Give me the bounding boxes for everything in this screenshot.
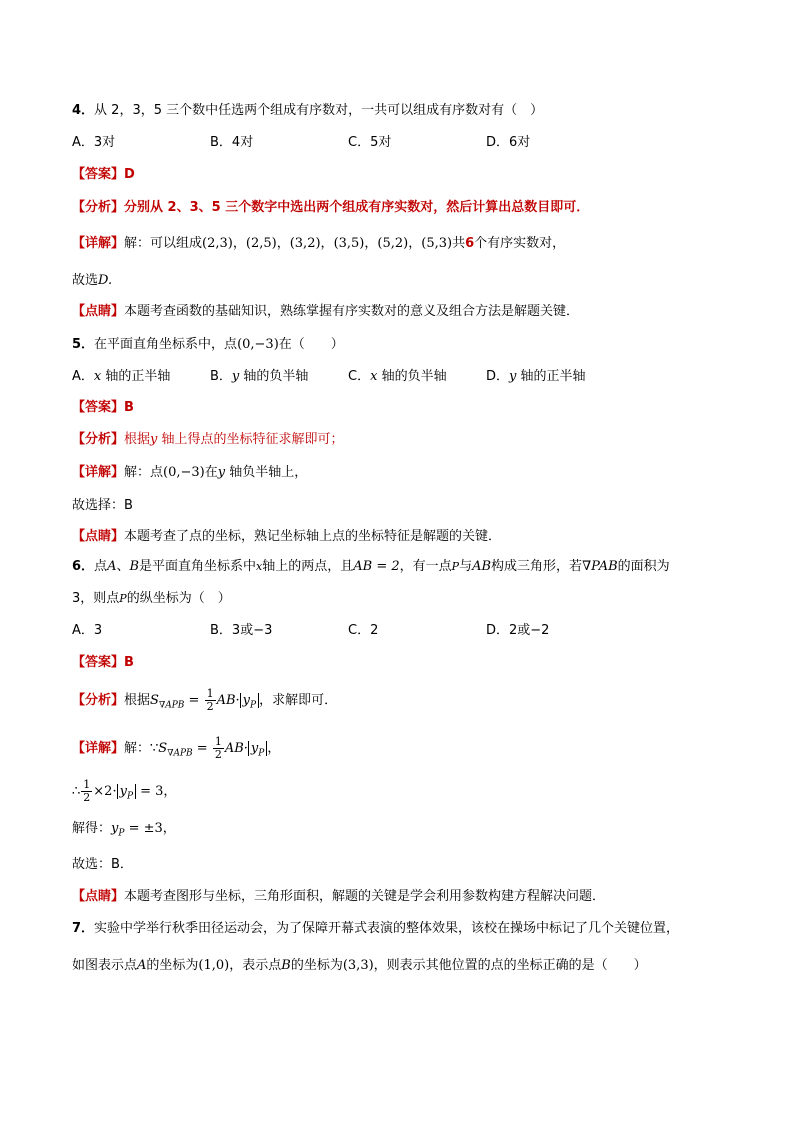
q4-answer: 【答案】D	[72, 167, 135, 182]
fraction-one-half: $\frac{1}{2}$	[214, 735, 222, 761]
q5-option-c: C．x 轴的负半轴	[348, 369, 447, 384]
q4-option-c: C．5对	[348, 135, 392, 150]
q5-conclusion: 故选择：B	[72, 498, 133, 513]
q6-conclusion: 故选：B．	[72, 857, 133, 872]
q6-stem-line2: 3，则点P的纵坐标为（ ）	[72, 591, 231, 606]
q6-option-b: B．3或−3	[210, 623, 273, 638]
q6-stem-line1: 6．点A、B是平面直角坐标系中x轴上的两点，且AB = 2，有一点P与AB构成三角形，若∇PAB的面积为	[72, 559, 670, 574]
q6-analysis: 【分析】根据$S_{\nabla APB}$ = $\frac{1}{2}$ $AB\cdot y_P$ ，求解即可．	[72, 687, 338, 713]
q5-option-a: A．x 轴的正半轴	[72, 369, 171, 384]
q4-stem: 4．从 2，3，5 三个数中任选两个组成有序数对，一共可以组成有序数对有（ ）	[72, 103, 544, 118]
q5-stem: 5．在平面直角坐标系中，点(0,−3)在（ ）	[72, 337, 344, 352]
q6-option-c: C．2	[348, 623, 379, 638]
q6-solve: 解得：$y_P = \pm 3$，	[72, 821, 176, 839]
q5-answer: 【答案】B	[72, 400, 134, 415]
q4-detail: 【详解】解：可以组成(2,3)，(2,5)，(3,2)，(3,5)，(5,2)，(5,3)共6个有序实数对，	[72, 236, 566, 251]
q6-option-a: A．3	[72, 623, 103, 638]
q6-detail: 【详解】解：$\because S_{\nabla APB}$ = $\frac{1}{2}$ $AB\cdot y_P$ ，	[72, 735, 281, 761]
fraction-one-half: $\frac{1}{2}$	[206, 687, 214, 713]
q6-answer: 【答案】B	[72, 655, 134, 670]
q4-conclusion: 故选D.	[72, 273, 113, 288]
q5-option-d: D．y 轴的正半轴	[486, 369, 586, 384]
q4-option-d: D．6对	[486, 135, 531, 150]
q4-option-a: A．3对	[72, 135, 116, 150]
q4-comment: 【点睛】本题考查函数的基础知识，熟练掌握有序实数对的意义及组合方法是解题关键．	[72, 304, 580, 319]
q7-stem-line2: 如图表示点A的坐标为(1,0)，表示点B的坐标为(3,3)，则表示其他位置的点的坐标正确的是（ ）	[72, 958, 647, 973]
q5-analysis: 【分析】根据y 轴上得点的坐标特征求解即可；	[72, 432, 344, 447]
q4-option-b: B．4对	[210, 135, 254, 150]
q5-detail: 【详解】解：点(0,−3)在y 轴负半轴上，	[72, 465, 308, 480]
q4-analysis: 【分析】分别从 2、3、5 三个数字中选出两个组成有序实数对，然后计算出总数目即可．	[72, 200, 590, 215]
q6-option-d: D．2或−2	[486, 623, 550, 638]
q5-option-b: B．y 轴的负半轴	[210, 369, 309, 384]
q5-comment: 【点睛】本题考查了点的坐标，熟记坐标轴上点的坐标特征是解题的关键．	[72, 529, 502, 544]
q6-step1: ∴ $\frac{1}{2}$ $\times 2\cdot y_P = 3$，	[72, 778, 177, 804]
fraction-one-half: $\frac{1}{2}$	[83, 778, 91, 804]
q6-comment: 【点睛】本题考查图形与坐标，三角形面积，解题的关键是学会利用参数构建方程解决问题．	[72, 889, 606, 904]
q7-stem-line1: 7．实验中学举行秋季田径运动会，为了保障开幕式表演的整体效果，该校在操场中标记了几个关键位置，	[72, 921, 680, 936]
